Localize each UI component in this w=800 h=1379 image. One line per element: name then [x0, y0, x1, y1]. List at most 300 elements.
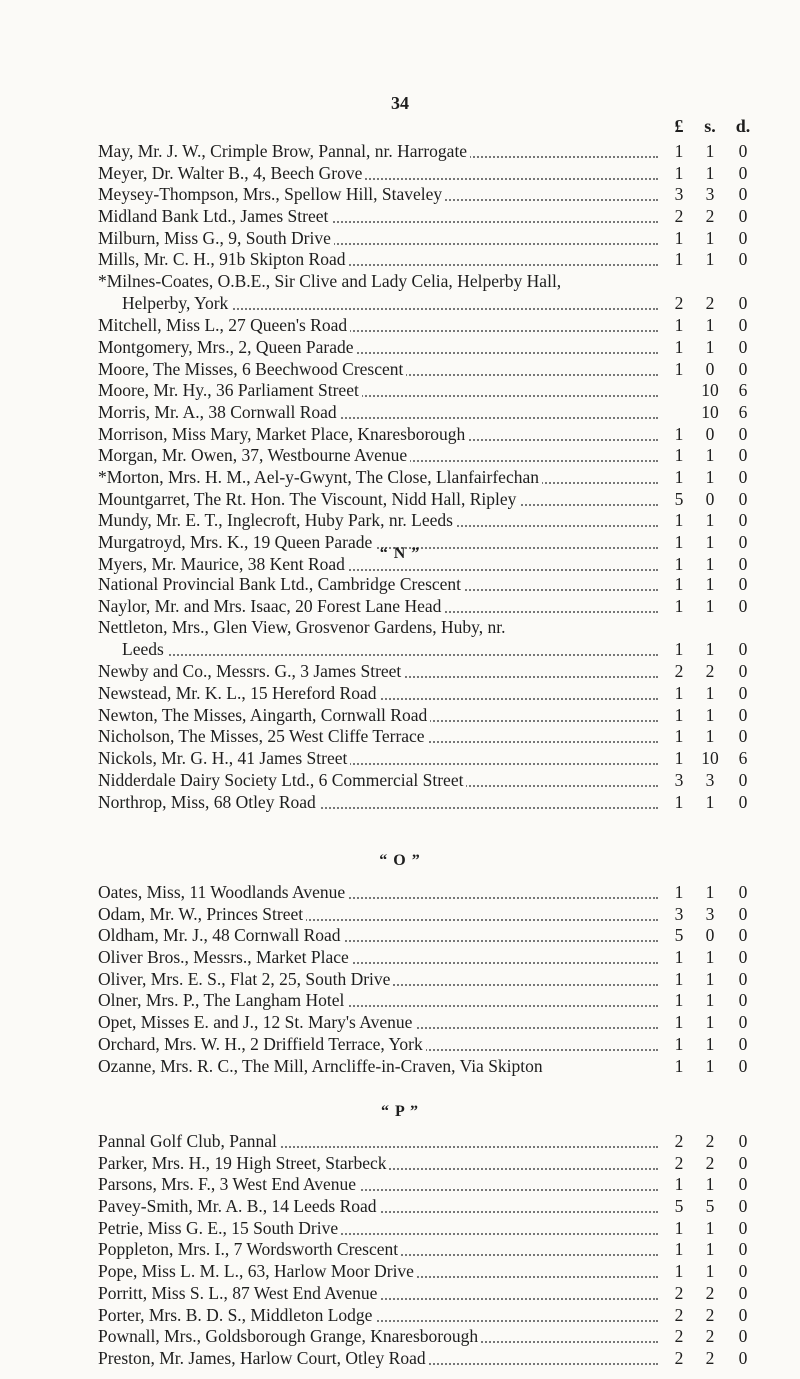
amount-pence: 0	[738, 1033, 748, 1054]
amount-shillings: 2	[705, 1304, 715, 1325]
subscriber-name-text: Myers, Mr. Maurice, 38 Kent Road	[98, 554, 348, 574]
amount-pence: 0	[738, 683, 748, 704]
amount-pence: 0	[738, 595, 748, 616]
amount-shillings: 2	[705, 206, 715, 227]
page-number: 34	[391, 93, 409, 113]
amount-pence: 0	[738, 990, 748, 1011]
subscriber-entry	[0, 315, 800, 337]
subscriber-name-text: Orchard, Mrs. W. H., 2 Driffield Terrace, York	[98, 1034, 426, 1054]
subscriber-entry	[0, 661, 800, 683]
subscriber-name	[98, 489, 658, 511]
subscriber-name-text: Porritt, Miss S. L., 87 West End Avenue	[98, 1283, 380, 1303]
subscriber-name	[98, 1174, 658, 1196]
amount-shillings: 3	[705, 769, 715, 790]
amount-shillings: 1	[705, 683, 715, 704]
subscriber-name-text: Oldham, Mr. J., 48 Cornwall Road	[98, 925, 344, 945]
amount-shillings: 1	[705, 336, 715, 357]
amount-pence: 0	[738, 1196, 748, 1217]
subscriber-name	[98, 1239, 658, 1261]
subscriber-name	[98, 249, 658, 271]
amount-pence: 0	[738, 141, 748, 161]
amount-pounds: 1	[674, 227, 684, 248]
amount-pence: 0	[738, 293, 748, 314]
amount-pence: 0	[738, 488, 748, 509]
amount-pence: 0	[738, 315, 748, 336]
shillings-heading: s.	[704, 116, 716, 136]
amount-pounds: 2	[674, 206, 684, 227]
amount-shillings: 0	[705, 488, 715, 509]
subscriber-name-text: Oates, Miss, 11 Woodlands Avenue	[98, 882, 348, 902]
subscriber-name	[98, 792, 658, 814]
subscriber-name-text: Naylor, Mr. and Mrs. Isaac, 20 Forest Lane Head	[98, 596, 444, 616]
amount-shillings: 1	[705, 726, 715, 747]
subscriber-name	[98, 1283, 658, 1305]
subscriber-name	[98, 1348, 658, 1370]
amount-pounds: 1	[674, 990, 684, 1011]
subscriber-entry	[0, 904, 800, 926]
subscriber-entry	[0, 249, 800, 271]
amount-pence: 0	[738, 510, 748, 531]
subscriber-name	[98, 683, 658, 705]
amount-pounds: 1	[674, 683, 684, 704]
amount-shillings: 1	[705, 990, 715, 1011]
subscriber-name-text: Mundy, Mr. E. T., Inglecroft, Huby Park, nr. Leeds	[98, 510, 456, 530]
subscriber-name-text: Oliver Bros., Messrs., Market Place	[98, 947, 352, 967]
amount-pence: 0	[738, 1055, 748, 1076]
subscriber-name	[98, 228, 658, 250]
subscriber-name	[98, 424, 658, 446]
subscriber-entry	[0, 574, 800, 596]
subscriber-entry	[0, 726, 800, 748]
amount-shillings: 1	[705, 1033, 715, 1054]
amount-pence: 6	[738, 401, 748, 422]
subscriber-entry	[0, 359, 800, 381]
amount-pounds: 1	[674, 726, 684, 747]
pence-heading: d.	[735, 116, 751, 136]
subscriber-entry	[0, 445, 800, 467]
amount-shillings: 1	[705, 1261, 715, 1282]
amount-pounds: 1	[674, 1239, 684, 1260]
amount-pounds: 1	[674, 968, 684, 989]
subscriber-name	[98, 359, 658, 381]
amount-pounds: 2	[674, 661, 684, 682]
amount-pounds: 1	[674, 162, 684, 183]
subscriber-entry	[0, 1326, 800, 1348]
amount-pence: 0	[738, 227, 748, 248]
amount-shillings: 2	[705, 1131, 715, 1151]
subscriber-name-text: Odam, Mr. W., Princes Street	[98, 904, 306, 924]
subscriber-name-text: Murgatroyd, Mrs. K., 19 Queen Parade	[98, 532, 375, 552]
subscriber-name-text: Morrison, Miss Mary, Market Place, Knaresborough	[98, 424, 468, 444]
subscriber-entry	[0, 141, 800, 163]
subscriber-name	[98, 1012, 658, 1034]
amount-shillings: 2	[705, 293, 715, 314]
subscriber-name-text: Pownall, Mrs., Goldsborough Grange, Knaresborough	[98, 1326, 481, 1346]
amount-shillings: 1	[705, 1055, 715, 1076]
amount-pence: 0	[738, 1152, 748, 1173]
subscriber-name	[98, 1218, 658, 1240]
amount-pence: 0	[738, 882, 748, 902]
subscriber-name-text: Olner, Mrs. P., The Langham Hotel	[98, 990, 347, 1010]
subscriber-entry	[0, 1348, 800, 1370]
subscriber-name	[98, 315, 658, 337]
subscriber-name-text: Poppleton, Mrs. I., 7 Wordsworth Crescent	[98, 1239, 401, 1259]
subscriber-name	[98, 141, 658, 163]
subscriber-entry	[0, 947, 800, 969]
amount-pounds: 1	[674, 574, 684, 594]
amount-pounds: 2	[674, 1326, 684, 1347]
subscriber-entry	[0, 1034, 800, 1056]
pounds-heading: £	[674, 116, 684, 136]
section-heading-p: “ P ”	[381, 1103, 419, 1120]
subscriber-entry	[0, 1131, 800, 1153]
amount-pounds: 1	[674, 882, 684, 902]
amount-pence: 0	[738, 769, 748, 790]
amount-pence: 0	[738, 947, 748, 968]
amount-pounds: 1	[674, 423, 684, 444]
amount-shillings: 1	[705, 1174, 715, 1195]
amount-pence: 0	[738, 1012, 748, 1033]
amount-pounds: 3	[674, 769, 684, 790]
subscriber-name-text: Ozanne, Mrs. R. C., The Mill, Arncliffe-in-Craven, Via Skipton	[98, 1056, 546, 1076]
subscriber-name-text: Moore, Mr. Hy., 36 Parliament Street	[98, 380, 362, 400]
amount-pounds: 1	[674, 791, 684, 812]
subscriber-name-text: Nicholson, The Misses, 25 West Cliffe Terrace	[98, 726, 428, 746]
amount-pounds: 1	[674, 639, 684, 660]
amount-shillings: 1	[705, 968, 715, 989]
subscriber-name-text: Parker, Mrs. H., 19 High Street, Starbeck	[98, 1153, 389, 1173]
subscriber-name-text: Pope, Miss L. M. L., 63, Harlow Moor Drive	[98, 1261, 417, 1281]
subscriber-name	[98, 1034, 658, 1056]
subscriber-name-text: Porter, Mrs. B. D. S., Middleton Lodge	[98, 1305, 375, 1325]
amount-shillings: 10	[701, 380, 719, 401]
amount-shillings: 3	[705, 903, 715, 924]
amount-pounds: 2	[674, 1304, 684, 1325]
amount-pounds: 1	[674, 445, 684, 466]
subscriber-name	[98, 467, 658, 489]
subscriber-name-text: Newstead, Mr. K. L., 15 Hereford Road	[98, 683, 379, 703]
amount-pence: 0	[738, 1326, 748, 1347]
amount-pounds: 1	[674, 249, 684, 270]
subscriber-name	[98, 661, 658, 683]
amount-shillings: 1	[705, 1239, 715, 1260]
subscriber-entry	[0, 489, 800, 511]
subscriber-entry	[0, 1218, 800, 1240]
subscriber-name-text: Morris, Mr. A., 38 Cornwall Road	[98, 402, 340, 422]
amount-pence: 6	[738, 748, 748, 769]
amount-pence: 0	[738, 1239, 748, 1260]
amount-shillings: 1	[705, 639, 715, 660]
subscriber-name-text: Mitchell, Miss L., 27 Queen's Road	[98, 315, 350, 335]
amount-shillings: 1	[705, 162, 715, 183]
section-heading-o: “ O ”	[379, 852, 421, 869]
subscriber-entry	[0, 1153, 800, 1175]
subscriber-name-text: Meysey-Thompson, Mrs., Spellow Hill, Staveley	[98, 184, 445, 204]
amount-shillings: 2	[705, 1152, 715, 1173]
amount-pounds: 1	[674, 336, 684, 357]
subscriber-name-text: Oliver, Mrs. E. S., Flat 2, 25, South Drive	[98, 969, 393, 989]
amount-pounds: 1	[674, 704, 684, 725]
amount-pounds: 2	[674, 293, 684, 314]
amount-shillings: 0	[705, 358, 715, 379]
amount-shillings: 1	[705, 510, 715, 531]
subscriber-entry	[0, 467, 800, 489]
subscriber-name-text: Newby and Co., Messrs. G., 3 James Street	[98, 661, 404, 681]
amount-pence: 6	[738, 380, 748, 401]
amount-pence: 0	[738, 1217, 748, 1238]
subscriber-name-text: Petrie, Miss G. E., 15 South Drive	[98, 1218, 341, 1238]
subscriber-name-text: Meyer, Dr. Walter B., 4, Beech Grove	[98, 163, 365, 183]
amount-pence: 0	[738, 791, 748, 812]
subscriber-name	[98, 990, 658, 1012]
subscriber-name-text: Milburn, Miss G., 9, South Drive	[98, 228, 334, 248]
amount-shillings: 2	[705, 661, 715, 682]
amount-pounds: 1	[674, 1033, 684, 1054]
subscriber-entry	[0, 337, 800, 359]
subscriber-name	[98, 380, 658, 402]
amount-pounds: 2	[674, 1282, 684, 1303]
subscriber-entry	[0, 882, 800, 904]
amount-pence: 0	[738, 249, 748, 270]
subscriber-name-text: Midland Bank Ltd., James Street	[98, 206, 331, 226]
amount-pence: 0	[738, 532, 748, 552]
subscriber-name	[98, 770, 658, 792]
subscriber-name	[98, 337, 658, 359]
amount-pence: 0	[738, 574, 748, 594]
subscriber-entry	[0, 925, 800, 947]
subscriber-entry	[0, 1261, 800, 1283]
subscriber-name-text: Pannal Golf Club, Pannal	[98, 1131, 280, 1151]
section-m	[0, 141, 800, 575]
subscriber-name	[98, 510, 658, 532]
section-n	[0, 574, 800, 813]
subscriber-name	[98, 705, 658, 727]
amount-pounds: 1	[674, 1261, 684, 1282]
amount-shillings: 1	[705, 466, 715, 487]
subscriber-name-text: Opet, Misses E. and J., 12 St. Mary's Avenue	[98, 1012, 415, 1032]
subscriber-name-text: Pavey-Smith, Mr. A. B., 14 Leeds Road	[98, 1196, 380, 1216]
subscriber-name	[98, 271, 658, 315]
amount-pounds: 5	[674, 925, 684, 946]
amount-shillings: 1	[705, 249, 715, 270]
subscriber-entry	[0, 1174, 800, 1196]
amount-pounds: 2	[674, 1152, 684, 1173]
amount-pence: 0	[738, 162, 748, 183]
subscriber-entry	[0, 510, 800, 532]
subscriber-entry	[0, 770, 800, 792]
subscriber-name	[98, 402, 658, 424]
subscriber-name-text: Moore, The Misses, 6 Beechwood Crescent	[98, 359, 406, 379]
amount-pounds: 1	[674, 532, 684, 552]
amount-pence: 0	[738, 639, 748, 660]
subscriber-name	[98, 1153, 658, 1175]
subscriber-name	[98, 206, 658, 228]
subscriber-entry	[0, 1196, 800, 1218]
amount-pounds: 1	[674, 595, 684, 616]
subscriber-name	[98, 596, 658, 618]
subscriber-entry	[0, 748, 800, 770]
subscriber-entry	[0, 705, 800, 727]
subscriber-name-text: National Provincial Bank Ltd., Cambridge Crescent	[98, 574, 464, 594]
subscriber-name	[98, 726, 658, 748]
amount-shillings: 5	[705, 1196, 715, 1217]
amount-shillings: 10	[701, 401, 719, 422]
amount-shillings: 0	[705, 423, 715, 444]
subscriber-name-text: Montgomery, Mrs., 2, Queen Parade	[98, 337, 356, 357]
amount-pence: 0	[738, 704, 748, 725]
subscriber-entry	[0, 424, 800, 446]
amount-shillings: 1	[705, 791, 715, 812]
amount-shillings: 3	[705, 184, 715, 205]
amount-pounds: 1	[674, 947, 684, 968]
subscriber-name-continuation: Helperby, York	[98, 293, 231, 313]
section-heading-n: “ N ”	[379, 545, 421, 562]
subscriber-name	[98, 1056, 658, 1078]
subscriber-name-text: Mills, Mr. C. H., 91b Skipton Road	[98, 249, 348, 269]
amount-shillings: 1	[705, 315, 715, 336]
subscriber-entry	[0, 617, 800, 661]
subscriber-name-text: Newton, The Misses, Aingarth, Cornwall Road	[98, 705, 430, 725]
subscriber-name-text: Northrop, Miss, 68 Otley Road	[98, 792, 319, 812]
section-p	[0, 1131, 800, 1370]
amount-shillings: 10	[701, 748, 719, 769]
subscriber-name-text: *Milnes-Coates, O.B.E., Sir Clive and Lady Celia, Helperby Hall,	[98, 271, 564, 291]
amount-pounds: 3	[674, 184, 684, 205]
amount-shillings: 1	[705, 595, 715, 616]
amount-pence: 0	[738, 1261, 748, 1282]
subscriber-entry	[0, 228, 800, 250]
amount-pence: 0	[738, 1347, 748, 1368]
amount-pence: 0	[738, 184, 748, 205]
amount-pounds: 1	[674, 466, 684, 487]
subscriber-entry	[0, 271, 800, 315]
amount-pence: 0	[738, 1282, 748, 1303]
amount-pence: 0	[738, 206, 748, 227]
subscriber-name-text: Parsons, Mrs. F., 3 West End Avenue	[98, 1174, 359, 1194]
subscriber-name	[98, 904, 658, 926]
subscriber-name	[98, 1196, 658, 1218]
amount-pence: 0	[738, 358, 748, 379]
amount-pence: 0	[738, 726, 748, 747]
amount-shillings: 1	[705, 445, 715, 466]
subscriber-entry	[0, 792, 800, 814]
subscriber-name	[98, 1305, 658, 1327]
amount-shillings: 1	[705, 574, 715, 594]
amount-pence: 0	[738, 1174, 748, 1195]
amount-pence: 0	[738, 968, 748, 989]
subscriber-name	[98, 748, 658, 770]
amount-shillings: 1	[705, 227, 715, 248]
subscriber-entry	[0, 596, 800, 618]
amount-pounds: 1	[674, 1012, 684, 1033]
subscriber-name	[98, 882, 658, 904]
subscriber-entry	[0, 184, 800, 206]
amount-shillings: 1	[705, 1217, 715, 1238]
amount-pounds: 2	[674, 1347, 684, 1368]
subscriber-entry	[0, 683, 800, 705]
subscriber-name	[98, 445, 658, 467]
amount-pounds: 1	[674, 315, 684, 336]
amount-shillings: 0	[705, 925, 715, 946]
subscriber-name-text: *Morton, Mrs. H. M., Ael-y-Gwynt, The Close, Llanfairfechan	[98, 467, 542, 487]
subscriber-name	[98, 184, 658, 206]
amount-pence: 0	[738, 336, 748, 357]
subscriber-name	[98, 617, 658, 661]
amount-pence: 0	[738, 553, 748, 574]
amount-shillings: 2	[705, 1282, 715, 1303]
amount-shillings: 1	[705, 532, 715, 552]
subscriber-entry	[0, 163, 800, 185]
amount-shillings: 1	[705, 947, 715, 968]
amount-pence: 0	[738, 661, 748, 682]
section-o	[0, 882, 800, 1077]
subscriber-name-text: May, Mr. J. W., Crimple Brow, Pannal, nr. Harrogate	[98, 141, 470, 161]
amount-pounds: 3	[674, 903, 684, 924]
subscriber-entry	[0, 402, 800, 424]
subscriber-name-text: Mountgarret, The Rt. Hon. The Viscount, Nidd Hall, Ripley	[98, 489, 519, 509]
amount-pence: 0	[738, 925, 748, 946]
amount-pence: 0	[738, 466, 748, 487]
amount-shillings: 1	[705, 882, 715, 902]
amount-shillings: 1	[705, 141, 715, 161]
subscriber-name	[98, 1326, 658, 1348]
subscriber-entry	[0, 1012, 800, 1034]
amount-pounds: 5	[674, 488, 684, 509]
amount-shillings: 1	[705, 553, 715, 574]
subscriber-name-text: Preston, Mr. James, Harlow Court, Otley Road	[98, 1348, 429, 1368]
subscriber-name	[98, 163, 658, 185]
column-headings	[0, 116, 800, 140]
subscriber-name	[98, 1261, 658, 1283]
subscriber-name	[98, 925, 658, 947]
amount-shillings: 1	[705, 1012, 715, 1033]
amount-shillings: 1	[705, 704, 715, 725]
subscriber-name	[98, 1131, 658, 1153]
amount-pounds: 1	[674, 1174, 684, 1195]
amount-pounds: 1	[674, 510, 684, 531]
subscriber-entry	[0, 1283, 800, 1305]
subscriber-entry	[0, 380, 800, 402]
subscriber-name	[98, 969, 658, 991]
amount-pence: 0	[738, 1304, 748, 1325]
amount-pounds: 1	[674, 748, 684, 769]
subscriber-entry	[0, 969, 800, 991]
amount-shillings: 2	[705, 1347, 715, 1368]
subscriber-entry	[0, 1239, 800, 1261]
subscriber-name-text: Nidderdale Dairy Society Ltd., 6 Commercial Street	[98, 770, 466, 790]
subscriber-entry	[0, 206, 800, 228]
subscriber-name-text: Nettleton, Mrs., Glen View, Grosvenor Gardens, Huby, nr.	[98, 617, 509, 637]
subscriber-entry	[0, 990, 800, 1012]
amount-pence: 0	[738, 1131, 748, 1151]
subscriber-name-continuation: Leeds	[98, 639, 167, 659]
subscriber-name	[98, 947, 658, 969]
amount-shillings: 2	[705, 1326, 715, 1347]
amount-pounds: 1	[674, 1217, 684, 1238]
amount-pence: 0	[738, 445, 748, 466]
amount-pence: 0	[738, 903, 748, 924]
amount-pounds: 1	[674, 358, 684, 379]
subscriber-name-text: Nickols, Mr. G. H., 41 James Street	[98, 748, 350, 768]
amount-pounds: 5	[674, 1196, 684, 1217]
amount-pounds: 2	[674, 1131, 684, 1151]
amount-pence: 0	[738, 423, 748, 444]
subscriber-name-text: Morgan, Mr. Owen, 37, Westbourne Avenue	[98, 445, 410, 465]
subscriber-entry	[0, 1305, 800, 1327]
amount-pounds: 1	[674, 1055, 684, 1076]
amount-pounds: 1	[674, 553, 684, 574]
subscriber-entry	[0, 1056, 800, 1078]
